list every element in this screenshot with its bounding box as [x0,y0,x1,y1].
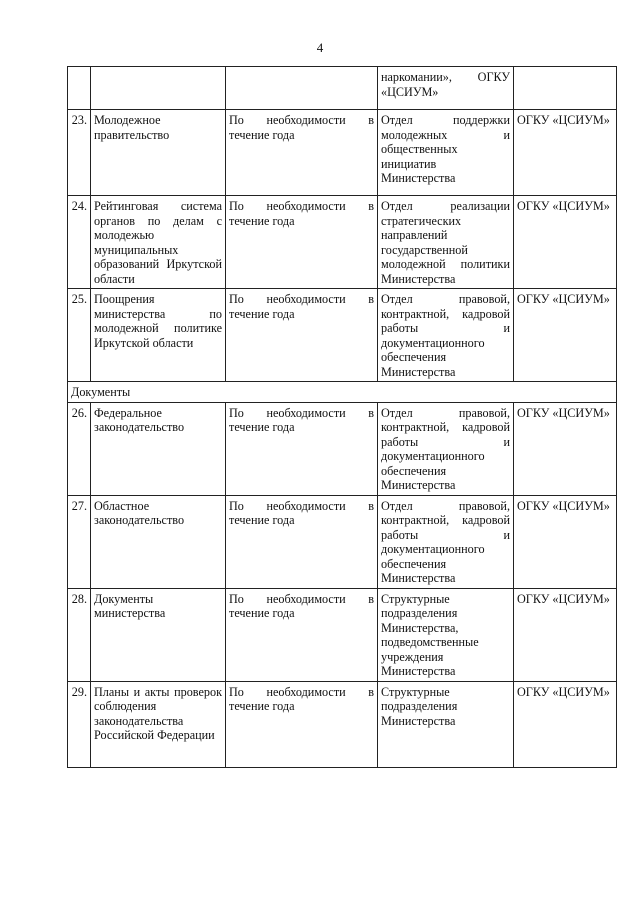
row-name: Документы министерства [91,588,226,681]
section-row [68,382,617,403]
row-term: По необходимости в течение года [226,289,378,382]
row-executor: ОГКУ «ЦСИУМ» [514,196,617,289]
row-term: По необходимости в течение года [226,402,378,495]
row-name: Поощрения министерства по молодежной политике Иркутской области [91,289,226,382]
row-executor: ОГКУ «ЦСИУМ» [514,495,617,588]
row-term: По необходимости в течение года [226,196,378,289]
row-number: 26. [68,402,91,495]
row-responsible: Структурные подразделения Министерства, подведомственные учреждения Министерства [378,588,514,681]
row-executor: ОГКУ «ЦСИУМ» [514,289,617,382]
row-responsible: Отдел правовой, контрактной, кадровой работы и документационного обеспечения Министерства [378,495,514,588]
row-responsible: Отдел правовой, контрактной, кадровой работы и документационного обеспечения Министерства [378,289,514,382]
row-term: По необходимости в течение года [226,588,378,681]
row-executor: ОГКУ «ЦСИУМ» [514,402,617,495]
table-row [68,495,617,588]
row-term: По необходимости в течение года [226,681,378,767]
row-name: Рейтинговая система органов по делам с молодежью муниципальных образований Иркутской области [91,196,226,289]
row-executor: ОГКУ «ЦСИУМ» [514,681,617,767]
section-title: Документы [68,382,617,403]
row-number: 27. [68,495,91,588]
row-name: Федеральное законодательство [91,402,226,495]
row-number: 29. [68,681,91,767]
row-name: Планы и акты проверок соблюдения законодательства Российской Федерации [91,681,226,767]
row-number [68,67,91,110]
table-row [68,110,617,196]
row-name: Молодежное правительство [91,110,226,196]
row-number: 24. [68,196,91,289]
row-name [91,67,226,110]
document-table [67,66,617,768]
row-number: 28. [68,588,91,681]
row-term [226,67,378,110]
table-row [68,402,617,495]
row-responsible: Отдел реализации стратегических направлений государственной молодежной политики Министерства [378,196,514,289]
row-executor [514,67,617,110]
row-responsible: наркомании», ОГКУ «ЦСИУМ» [378,67,514,110]
table-row [68,196,617,289]
table-row [68,681,617,767]
row-name: Областное законодательство [91,495,226,588]
row-number: 23. [68,110,91,196]
table-row [68,289,617,382]
row-number: 25. [68,289,91,382]
row-term: По необходимости в течение года [226,495,378,588]
table-row [68,67,617,110]
row-executor: ОГКУ «ЦСИУМ» [514,588,617,681]
row-executor: ОГКУ «ЦСИУМ» [514,110,617,196]
page-number: 4 [316,40,324,55]
row-responsible: Отдел правовой, контрактной, кадровой работы и документационного обеспечения Министерства [378,402,514,495]
table-row [68,588,617,681]
row-term: По необходимости в течение года [226,110,378,196]
row-responsible: Отдел поддержки молодежных и общественных инициатив Министерства [378,110,514,196]
row-responsible: Структурные подразделения Министерства [378,681,514,767]
